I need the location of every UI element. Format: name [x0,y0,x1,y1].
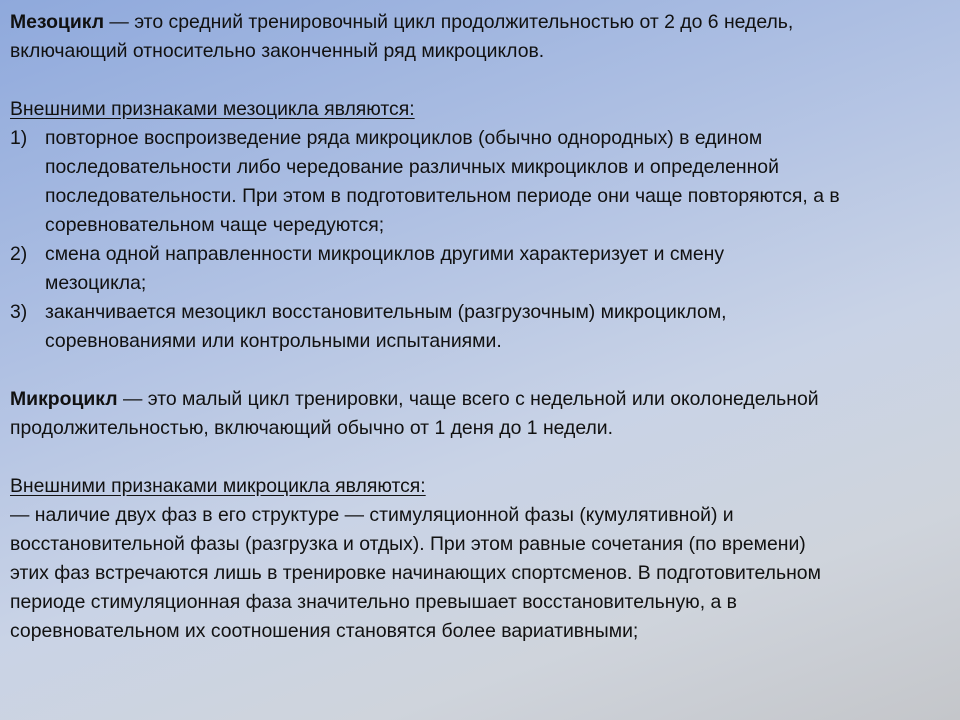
mesocycle-sign-item-2 [10,240,945,298]
item-number: 3) [10,301,28,323]
mesocycle-sign-item-1 [10,124,945,240]
item-line: соревновательном чаще чередуются; [45,214,385,236]
mesocycle-term: Мезоцикл [10,11,105,33]
item-line: смена одной направленности микроциклов другими характеризует и смену [45,243,725,265]
microcycle-term: Микроцикл [10,388,118,410]
mesocycle-definition-line-2: включающий относительно законченный ряд микроциклов. [10,40,545,62]
mesocycle-definition-line-1: — это средний тренировочный цикл продолжительностью от 2 до 6 недель, [104,11,794,33]
item-line: последовательности либо чередование различных микроциклов и определенной [45,156,779,178]
mesocycle-signs-heading: Внешними признаками мезоцикла являются: [10,98,415,120]
slide-content [10,8,945,646]
text-line: периоде стимуляционная фаза значительно превышает восстановительную, а в [10,591,737,613]
mesocycle-sign-item-3 [10,298,945,356]
item-line: заканчивается мезоцикл восстановительным (разгрузочным) микроциклом, [45,301,727,323]
text-line: соревновательном их соотношения становятся более вариативными; [10,620,639,642]
item-line: повторное воспроизведение ряда микроциклов (обычно однородных) в едином [45,127,763,149]
item-line: соревнованиями или контрольными испытаниями. [45,330,502,352]
item-number: 1) [10,127,28,149]
spacer [10,356,945,385]
item-number: 2) [10,243,28,265]
text-line: этих фаз встречаются лишь в тренировке начинающих спортсменов. В подготовительном [10,562,821,584]
spacer [10,66,945,95]
text-line: восстановительной фазы (разгрузка и отдых). При этом равные сочетания (по времени) [10,533,806,555]
microcycle-definition-line-1: — это малый цикл тренировки, чаще всего с недельной или околонедельной [117,388,819,410]
mesocycle-definition [10,8,945,66]
spacer [10,443,945,472]
item-line: мезоцикла; [45,272,147,294]
item-line: последовательности. При этом в подготовительном периоде они чаще повторяются, а в [45,185,840,207]
microcycle-definition-line-2: продолжительностью, включающий обычно от 1 деня до 1 недели. [10,417,614,439]
microcycle-signs-heading: Внешними признаками микроцикла являются: [10,475,426,497]
text-line: — наличие двух фаз в его структуре — стимуляционной фазы (кумулятивной) и [10,504,734,526]
microcycle-signs-text [10,501,945,646]
microcycle-definition [10,385,945,443]
